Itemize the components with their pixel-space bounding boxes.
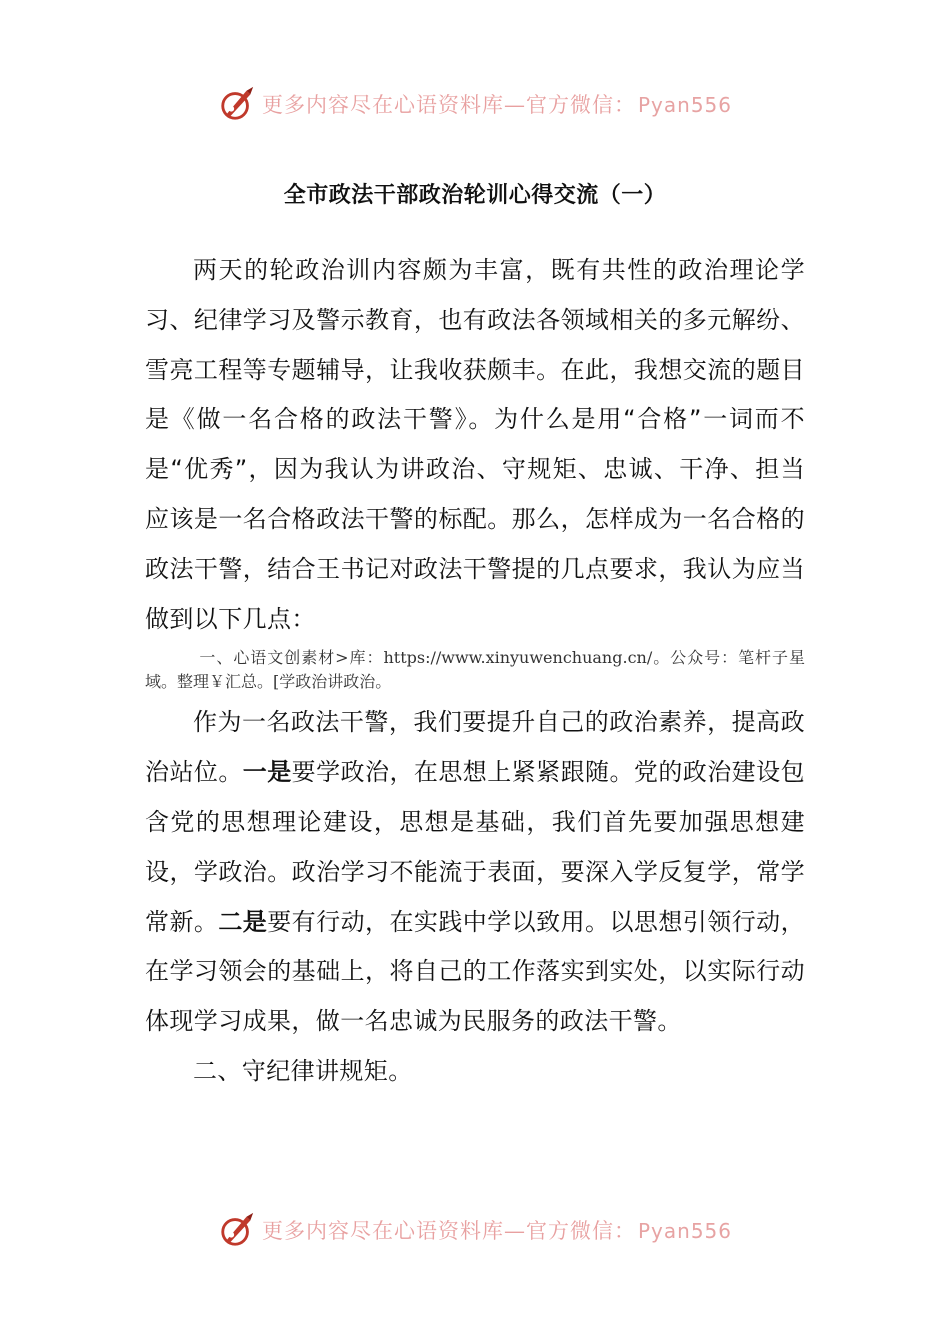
watermark-wechat-id: Pyan556 bbox=[637, 1219, 732, 1243]
point-two-label: 二是 bbox=[218, 907, 268, 936]
document-body bbox=[145, 246, 805, 1097]
point-one-label: 一是 bbox=[242, 758, 292, 787]
watermark-text: 更多内容尽在心语资料库—官方微信： Pyan556 bbox=[261, 1219, 732, 1243]
quill-logo-icon bbox=[218, 85, 256, 123]
document-title: 全市政法干部政治轮训心得交流（一） bbox=[283, 183, 667, 208]
section-one-paragraph bbox=[145, 698, 805, 1047]
paragraph-text: 要学政治，在思想上紧紧跟随。党的政治建设包含党的思想理论建设，思想是基础，我们首先要加强思想建设，学政治。政治学习不能流于表面，要深入学反复学，常学常新。 bbox=[145, 758, 805, 936]
paragraph-text: 作为一名政法干警，我们要提升自己的政治素养，提高政治站位。 bbox=[145, 708, 805, 787]
intro-paragraph: 两天的轮政治训内容颇为丰富，既有共性的政治理论学习、纪律学习及警示教育，也有政法各领域相关的多元解纷、雪亮工程等专题辅导，让我收获颇丰。在此，我想交流的题目是《做一名合格的政法干警》。为什么是用“合格”一词而不是“优秀”，因为我认为讲政治、守规矩、忠诚、干净、担当应该是一名合格政法干警的标配。那么，怎样成为一名合格的政法干警，结合王书记对政法干警提的几点要求，我认为应当做到以下几点： bbox=[145, 256, 805, 633]
header-watermark bbox=[0, 84, 950, 124]
footer-watermark bbox=[0, 1210, 950, 1250]
section-two-heading: 二、守纪律讲规矩。 bbox=[193, 1056, 413, 1085]
watermark-wechat-id: Pyan556 bbox=[637, 93, 732, 117]
quill-logo-icon bbox=[218, 1211, 256, 1249]
paragraph-text: 要有行动，在实践中学以致用。以思想引领行动，在学习领会的基础上，将自己的工作落实到实处，以实际行动体现学习成果，做一名忠诚为民服务的政法干警。 bbox=[145, 907, 805, 1036]
watermark-text: 更多内容尽在心语资料库—官方微信： Pyan556 bbox=[261, 93, 732, 117]
source-note: 一、心语文创素材>库：https://www.xinyuwenchuang.cn/。公众号：笔杆子星域。整理￥汇总。[学政治讲政治。 bbox=[145, 648, 805, 692]
